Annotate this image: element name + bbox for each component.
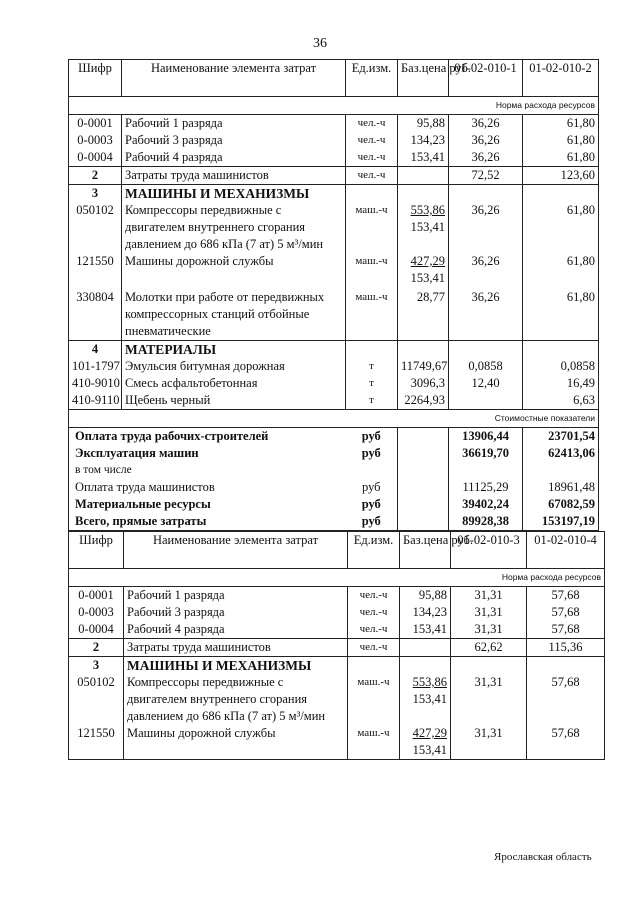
footer-region: Ярославская область: [494, 851, 592, 863]
row-unit: т: [346, 358, 398, 375]
cost-value-1: [449, 462, 523, 479]
section-row-machines: [69, 657, 605, 675]
row-name: Щебень черный: [122, 392, 346, 410]
cost-unit: руб: [361, 497, 381, 511]
cost-value-1: 36619,70: [449, 445, 523, 462]
cost-value-1: 39402,24: [449, 496, 523, 513]
price-main: 427,29: [410, 254, 445, 268]
row-value-1: 36,26: [449, 287, 523, 341]
norm-caption-row: [69, 97, 599, 115]
row-unit: маш.-ч: [348, 725, 400, 760]
cost-name: в том числе: [69, 462, 346, 479]
row-price: 3096,3: [398, 375, 449, 392]
row-value-2: 115,36: [527, 639, 605, 657]
row-value-2: 61,80: [523, 149, 599, 167]
row-name: Машины дорожной службы: [124, 725, 348, 760]
row-value-1: 62,62: [451, 639, 527, 657]
section-code: 3: [69, 657, 124, 675]
price-main: 427,29: [412, 726, 447, 740]
header-col-2: 01-02-010-2: [523, 60, 599, 97]
row-code: 330804: [69, 287, 122, 341]
row-value-1: 31,31: [451, 674, 527, 725]
cost-row: [69, 496, 599, 513]
row-price: 95,88: [400, 587, 451, 605]
cost-value-2: 18961,48: [523, 479, 599, 496]
section-row-machines: [69, 185, 599, 203]
row-price: [398, 202, 449, 253]
section-code: 4: [69, 341, 122, 359]
row-name-line: двигателем внутреннего сгорания: [127, 692, 308, 706]
cost-name: Всего, прямые затраты: [69, 513, 346, 531]
row-value-1: 12,40: [449, 375, 523, 392]
resource-table-1: [68, 59, 599, 531]
row-name-line: пневматические: [125, 324, 211, 338]
cost-unit: руб: [361, 429, 381, 443]
row-value-2: 57,68: [527, 674, 605, 725]
row-value-2: 16,49: [523, 375, 599, 392]
row-price: [400, 725, 451, 760]
row-value-1: [449, 392, 523, 410]
row-name: Рабочий 3 разряда: [122, 132, 346, 149]
cost-unit: руб: [361, 480, 381, 494]
table-row: [69, 674, 605, 725]
row-value-2: 57,68: [527, 587, 605, 605]
cost-value-2: 67082,59: [523, 496, 599, 513]
cost-row: [69, 462, 599, 479]
header-name: Наименование элемента затрат: [122, 60, 346, 97]
section-title: МАШИНЫ И МЕХАНИЗМЫ: [124, 657, 348, 675]
row-value-2: 6,63: [523, 392, 599, 410]
row-name: Эмульсия битумная дорожная: [122, 358, 346, 375]
cost-name: Оплата труда машинистов: [69, 479, 346, 496]
table-header-row: [69, 60, 599, 97]
table-row: [69, 132, 599, 149]
row-value-1: 72,52: [449, 167, 523, 185]
row-unit: т: [346, 375, 398, 392]
row-name: Машины дорожной службы: [122, 253, 346, 287]
row-price: [398, 167, 449, 185]
price-main: 553,86: [410, 203, 445, 217]
cost-value-2: 153197,19: [523, 513, 599, 531]
row-value-1: 31,31: [451, 604, 527, 621]
price-operator: 153,41: [410, 271, 445, 285]
row-value-2: 57,68: [527, 621, 605, 639]
row-name: [122, 287, 346, 341]
header-code: Шифр: [69, 532, 124, 569]
section-code: 3: [69, 185, 122, 203]
row-unit: маш.-ч: [346, 253, 398, 287]
operators-row: [69, 639, 605, 657]
cost-row-total: [69, 513, 599, 531]
row-unit: маш.-ч: [346, 202, 398, 253]
cost-name: Материальные ресурсы: [69, 496, 346, 513]
row-code: 0-0004: [69, 621, 124, 639]
row-price: [400, 639, 451, 657]
norm-caption: Норма расхода ресурсов: [69, 569, 605, 587]
table-header-row: [69, 532, 605, 569]
row-code: 410-9110: [69, 392, 122, 410]
row-unit: чел.-ч: [348, 604, 400, 621]
table-row: [69, 587, 605, 605]
row-price: 153,41: [400, 621, 451, 639]
cost-value-1: 11125,29: [449, 479, 523, 496]
row-name: Затраты труда машинистов: [122, 167, 346, 185]
section-row-materials: [69, 341, 599, 359]
row-code: 0-0001: [69, 587, 124, 605]
row-name-line: Компрессоры передвижные с: [125, 203, 282, 217]
section-title: МАШИНЫ И МЕХАНИЗМЫ: [122, 185, 346, 203]
row-value-1: 31,31: [451, 621, 527, 639]
header-unit: Ед.изм.: [348, 532, 400, 569]
row-code: 0-0003: [69, 604, 124, 621]
row-unit: чел.-ч: [346, 115, 398, 133]
row-code: 2: [69, 167, 122, 185]
table-row: [69, 375, 599, 392]
row-price: [398, 253, 449, 287]
row-unit: чел.-ч: [346, 167, 398, 185]
row-value-2: 61,80: [523, 115, 599, 133]
norm-caption: Норма расхода ресурсов: [69, 97, 599, 115]
table-row: [69, 202, 599, 253]
row-name: Рабочий 1 разряда: [122, 115, 346, 133]
table-row: [69, 621, 605, 639]
row-unit: чел.-ч: [348, 621, 400, 639]
table-row: [69, 253, 599, 287]
row-name: [122, 202, 346, 253]
header-code: Шифр: [69, 60, 122, 97]
row-unit: чел.-ч: [348, 587, 400, 605]
row-code: 0-0001: [69, 115, 122, 133]
row-value-2: 57,68: [527, 604, 605, 621]
row-value-2: 57,68: [527, 725, 605, 760]
row-code: 121550: [69, 725, 124, 760]
price-operator: 153,41: [412, 692, 447, 706]
cost-value-2: 62413,06: [523, 445, 599, 462]
row-code: 2: [69, 639, 124, 657]
row-price: 95,88: [398, 115, 449, 133]
row-price: 134,23: [398, 132, 449, 149]
row-price: [400, 674, 451, 725]
cost-value-1: 13906,44: [449, 428, 523, 446]
cost-unit: руб: [361, 446, 381, 460]
table-row: [69, 287, 599, 341]
header-price: Баз.цена руб.: [398, 60, 449, 97]
cost-row: [69, 428, 599, 446]
row-name: Рабочий 4 разряда: [122, 149, 346, 167]
row-name: [124, 674, 348, 725]
section-title: МАТЕРИАЛЫ: [122, 341, 346, 359]
row-value-1: 0,0858: [449, 358, 523, 375]
row-value-2: 61,80: [523, 253, 599, 287]
cost-row: [69, 445, 599, 462]
row-value-2: 123,60: [523, 167, 599, 185]
row-code: 0-0003: [69, 132, 122, 149]
row-value-2: 61,80: [523, 287, 599, 341]
row-name-line: давлением до 686 кПа (7 ат) 5 м³/мин: [127, 709, 326, 723]
row-code: 050102: [69, 202, 122, 253]
table-row: [69, 604, 605, 621]
row-name-line: давлением до 686 кПа (7 ат) 5 м³/мин: [125, 237, 324, 251]
row-price: 134,23: [400, 604, 451, 621]
row-unit: маш.-ч: [348, 674, 400, 725]
row-unit: т: [346, 392, 398, 410]
page-number: 36: [313, 36, 327, 51]
row-code: 050102: [69, 674, 124, 725]
row-unit: маш.-ч: [346, 287, 398, 341]
row-name-line: двигателем внутреннего сгорания: [125, 220, 306, 234]
row-value-1: 36,26: [449, 132, 523, 149]
cost-value-1: 89928,38: [449, 513, 523, 531]
row-name: Затраты труда машинистов: [124, 639, 348, 657]
table-row: [69, 149, 599, 167]
row-value-1: 31,31: [451, 725, 527, 760]
row-value-2: 61,80: [523, 132, 599, 149]
row-value-1: 36,26: [449, 253, 523, 287]
cost-name: Эксплуатация машин: [69, 445, 346, 462]
row-value-1: 31,31: [451, 587, 527, 605]
row-price: 28,77: [398, 287, 449, 341]
cost-caption-row: [69, 410, 599, 428]
row-name-line: Молотки при работе от передвижных: [125, 290, 325, 304]
row-code: 121550: [69, 253, 122, 287]
header-unit: Ед.изм.: [346, 60, 398, 97]
row-value-1: 36,26: [449, 202, 523, 253]
row-unit: чел.-ч: [346, 149, 398, 167]
table-row: [69, 725, 605, 760]
row-price: 153,41: [398, 149, 449, 167]
table-row: [69, 392, 599, 410]
row-name-line: Компрессоры передвижные с: [127, 675, 284, 689]
cost-row: [69, 479, 599, 496]
header-name: Наименование элемента затрат: [124, 532, 348, 569]
row-code: 410-9010: [69, 375, 122, 392]
norm-caption-row: [69, 569, 605, 587]
row-value-2: 0,0858: [523, 358, 599, 375]
row-price: 11749,67: [398, 358, 449, 375]
header-col-4: 01-02-010-4: [527, 532, 605, 569]
resource-table-2: [68, 531, 605, 760]
header-price: Баз.цена руб.: [400, 532, 451, 569]
cost-caption: Стоимостные показатели: [69, 410, 599, 428]
row-value-1: 36,26: [449, 149, 523, 167]
row-name-line: компрессорных станций отбойные: [125, 307, 310, 321]
operators-row: [69, 167, 599, 185]
cost-unit: [346, 462, 398, 479]
price-operator: 153,41: [410, 220, 445, 234]
row-price: 2264,93: [398, 392, 449, 410]
row-name: Смесь асфальтобетонная: [122, 375, 346, 392]
price-main: 553,86: [412, 675, 447, 689]
cost-value-2: 23701,54: [523, 428, 599, 446]
cost-value-2: [523, 462, 599, 479]
table-row: [69, 115, 599, 133]
row-unit: чел.-ч: [346, 132, 398, 149]
row-name: Рабочий 1 разряда: [124, 587, 348, 605]
header-col-1: 01-02-010-1: [449, 60, 523, 97]
cost-unit: руб: [346, 513, 398, 531]
row-name: Рабочий 4 разряда: [124, 621, 348, 639]
row-code: 101-1797: [69, 358, 122, 375]
row-code: 0-0004: [69, 149, 122, 167]
header-col-3: 01-02-010-3: [451, 532, 527, 569]
cost-name: Оплата труда рабочих-строителей: [69, 428, 346, 446]
row-value-2: 61,80: [523, 202, 599, 253]
row-unit: чел.-ч: [348, 639, 400, 657]
table-row: [69, 358, 599, 375]
row-value-1: 36,26: [449, 115, 523, 133]
price-operator: 153,41: [412, 743, 447, 757]
row-name: Рабочий 3 разряда: [124, 604, 348, 621]
